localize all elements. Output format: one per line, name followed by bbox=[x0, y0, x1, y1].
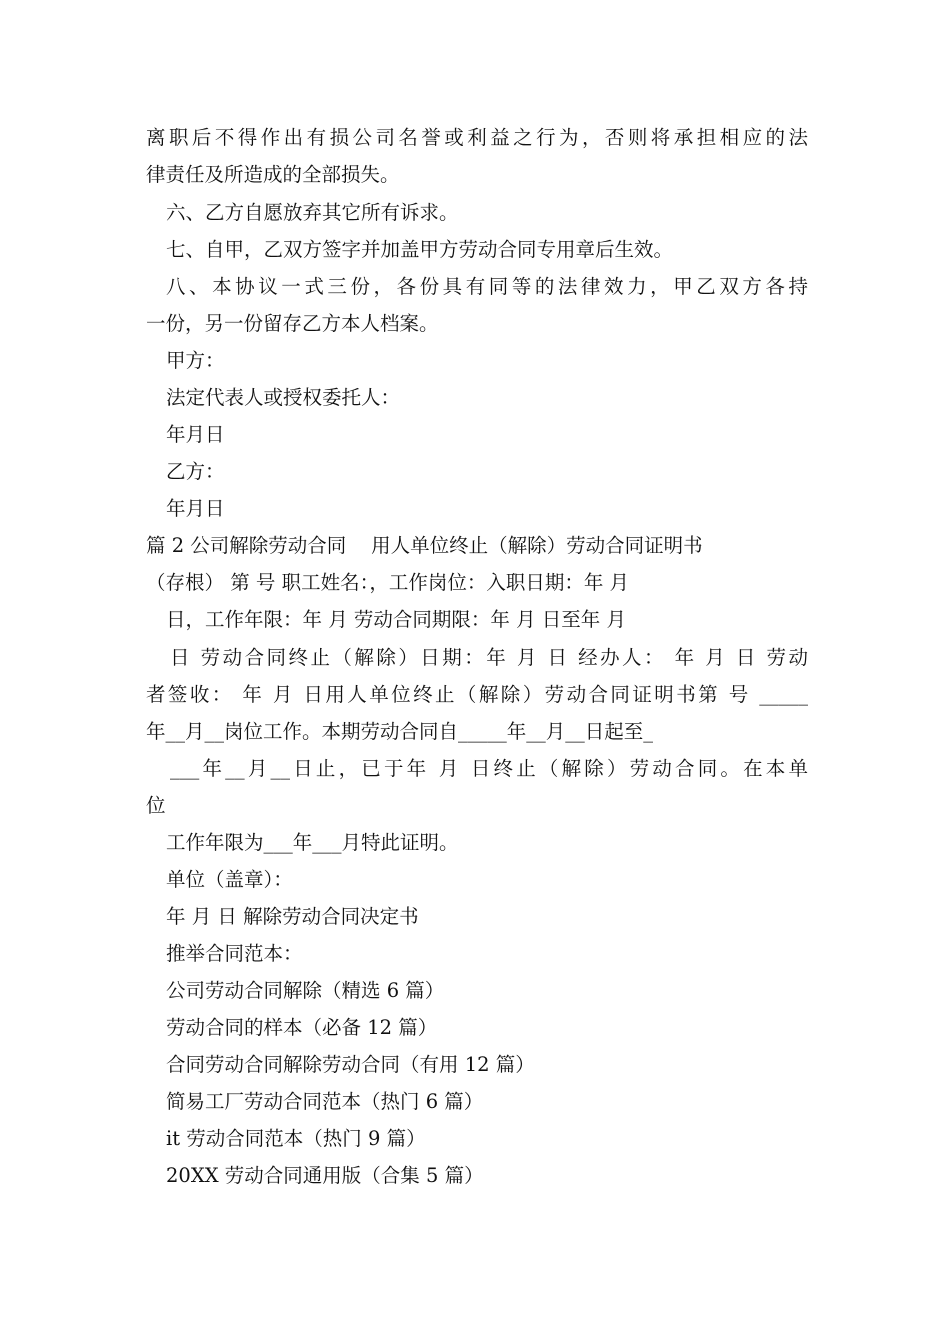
recommended-templates-heading: 推举合同范本： bbox=[166, 942, 303, 965]
recommended-item: 20XX 劳动合同通用版（合集 5 篇） bbox=[166, 1164, 484, 1187]
clause-seven: 七、自甲，乙双方签字并加盖甲方劳动合同专用章后生效。 bbox=[166, 238, 674, 261]
paragraph-line: ___年__月__日止，已于年 月 日终止（解除）劳动合同。在本单 bbox=[170, 757, 808, 780]
date-line: 年月日 bbox=[166, 423, 225, 446]
paragraph-line: 日，工作年限：年 月 劳动合同期限：年 月 日至年 月 bbox=[166, 608, 626, 631]
recommended-item: 合同劳动合同解除劳动合同（有用 12 篇） bbox=[166, 1053, 535, 1076]
paragraph-line: 日 劳动合同终止（解除）日期：年 月 日 经办人： 年 月 日 劳动 bbox=[170, 646, 808, 669]
party-b-label: 乙方： bbox=[166, 460, 225, 483]
section-heading: 篇 2 公司解除劳动合同 用人单位终止（解除）劳动合同证明书 bbox=[146, 534, 703, 557]
recommended-item: 简易工厂劳动合同范本（热门 6 篇） bbox=[166, 1090, 484, 1113]
paragraph-line: 位 bbox=[146, 794, 166, 817]
paragraph-line: 者签收： 年 月 日用人单位终止（解除）劳动合同证明书第 号 _____ bbox=[146, 683, 808, 706]
recommended-item: it 劳动合同范本（热门 9 篇） bbox=[166, 1127, 426, 1150]
legal-representative-label: 法定代表人或授权委托人： bbox=[166, 386, 401, 409]
decision-title-line: 年 月 日 解除劳动合同决定书 bbox=[166, 905, 419, 928]
paragraph-line: 年__月__岗位工作。本期劳动合同自_____年__月__日起至_ bbox=[146, 720, 654, 743]
recommended-item: 劳动合同的样本（必备 12 篇） bbox=[166, 1016, 438, 1039]
clause-eight: 八、本协议一式三份，各份具有同等的法律效力，甲乙双方各持 bbox=[166, 275, 808, 298]
paragraph-line: 离职后不得作出有损公司名誉或利益之行为，否则将承担相应的法 bbox=[146, 126, 808, 149]
date-line: 年月日 bbox=[166, 497, 225, 520]
clause-six: 六、乙方自愿放弃其它所有诉求。 bbox=[166, 201, 459, 224]
unit-seal-label: 单位（盖章）： bbox=[166, 868, 293, 891]
paragraph-line: 一份，另一份留存乙方本人档案。 bbox=[146, 312, 439, 335]
paragraph-line: 工作年限为___年___月特此证明。 bbox=[166, 831, 459, 854]
paragraph-line: 律责任及所造成的全部损失。 bbox=[146, 163, 400, 186]
paragraph-line: （存根） 第 号 职工姓名：，工作岗位：入职日期：年 月 bbox=[146, 571, 630, 594]
party-a-label: 甲方： bbox=[166, 349, 225, 372]
recommended-item: 公司劳动合同解除（精选 6 篇） bbox=[166, 979, 445, 1002]
